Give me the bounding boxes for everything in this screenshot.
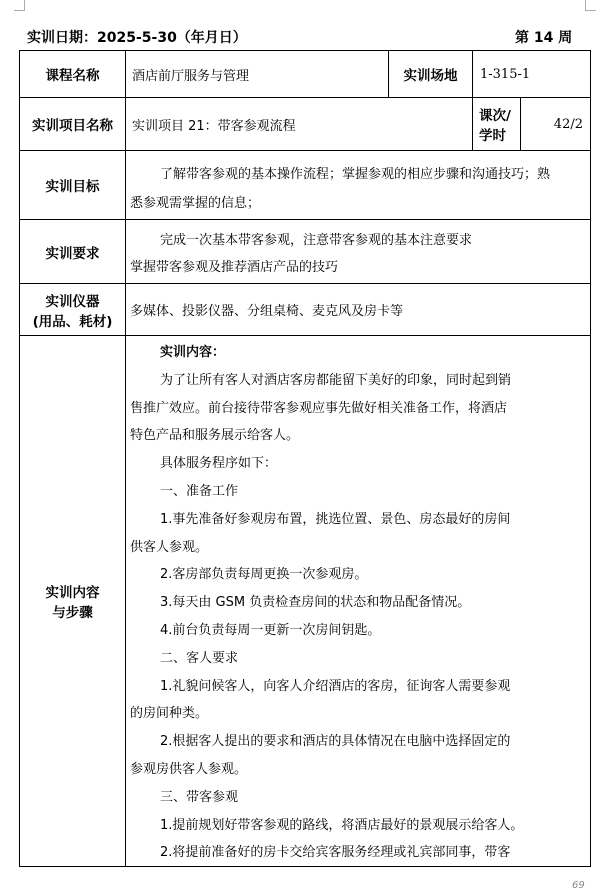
requirement-text: 完成一次基本带客参观，注意带客参观的基本注意要求 [160, 233, 473, 248]
content-line: 2.根据客人提出的要求和酒店的具体情况在电脑中选择固定的 [160, 734, 511, 750]
equipment-label-line: 实训仪器 [45, 293, 100, 310]
equipment-value: 多媒体、投影仪器、分组桌椅、麦克风及房卡等 [130, 304, 404, 319]
content-line: 参观房供客人参观。 [130, 762, 248, 777]
hours-value: 42/2 [553, 116, 583, 132]
hours-label [473, 98, 520, 150]
week-number: 第 14 周 [515, 30, 573, 46]
content-line: 4.前台负责每周一更新一次房间钥匙。 [160, 623, 381, 638]
content-line: 3.每天由 GSM 负责检查房间的状态和物品配备情况。 [160, 595, 471, 611]
content-line: 1.礼貌问候客人，向客人介绍酒店的客房，征询客人需要参观 [160, 678, 511, 694]
project-name-value: 实训项目 21：带客参观流程 [132, 118, 296, 134]
content-line: 二、客人要求 [160, 650, 239, 666]
content-line: 为了让所有客人对酒店客房都能留下美好的印象，同时起到销 [160, 372, 512, 388]
content-label [20, 336, 125, 866]
equipment-label-line: (用品、耗材) [32, 313, 113, 330]
equipment-label [20, 284, 125, 335]
content-label-line: 实训内容 [45, 585, 100, 601]
content-line: 实训内容： [160, 345, 226, 360]
content-line: 特色产品和服务展示给客人。 [130, 428, 300, 444]
goal-text: 悉参观需掌握的信息； [130, 196, 261, 211]
content-line: 三、带客参观 [160, 789, 239, 805]
content-line: 2.客房部负责每周更换一次参观房。 [160, 567, 368, 583]
hours-label-line: 学时 [479, 128, 506, 144]
content-line: 1.提前规划好带客参观的路线，将酒店最好的景观展示给客人。 [160, 817, 524, 833]
venue-value: 1-315-1 [480, 66, 531, 82]
crop-mark [14, 0, 25, 11]
requirement-text: 掌握带客参观及推荐酒店产品的技巧 [130, 260, 339, 275]
requirement-label: 实训要求 [45, 245, 100, 262]
content-line: 具体服务程序如下： [160, 456, 278, 472]
content-line: 供客人参观。 [130, 539, 209, 555]
project-name-label: 实训项目名称 [32, 118, 113, 134]
goal-text: 了解带客参观的基本操作流程；掌握参观的相应步骤和沟通技巧；熟 [160, 167, 551, 182]
content-line: 1.事先准备好参观房布置，挑选位置、景色、房态最好的房间 [160, 511, 511, 527]
page-number: 69 [572, 880, 585, 891]
content-line: 的房间种类。 [130, 706, 209, 722]
crop-mark [585, 0, 596, 11]
content-line: 售推广效应。前台接待带客参观应事先做好相关准备工作，将酒店 [130, 400, 508, 416]
course-name-label: 课程名称 [45, 68, 100, 84]
course-name-value: 酒店前厅服务与管理 [132, 68, 250, 84]
content-line: 一、准备工作 [160, 484, 239, 499]
content-label-line: 与步骤 [52, 605, 93, 621]
goal-label: 实训目标 [45, 179, 100, 195]
hours-label-line: 课次/ [479, 108, 511, 124]
training-date: 实训日期：2025-5-30（年月日） [27, 30, 247, 46]
venue-label: 实训场地 [403, 68, 458, 84]
content-line: 2.将提前准备好的房卡交给宾客服务经理或礼宾部同事，带客 [160, 845, 511, 861]
